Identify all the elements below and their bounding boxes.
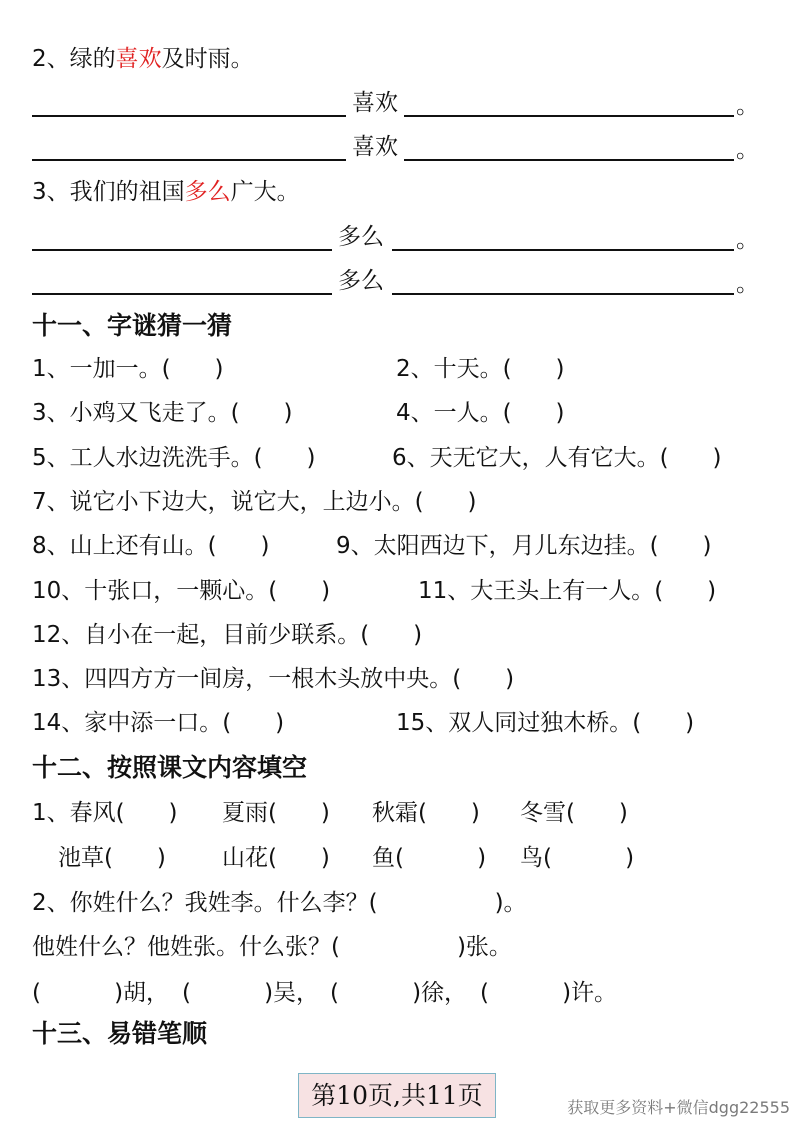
surname-item: ( )徐，: [330, 980, 468, 1006]
fill-item: 夏雨( ): [222, 800, 330, 826]
fill-item: 冬雪( ): [520, 800, 628, 826]
question-3: 3、我们的祖国多么广大。: [32, 179, 300, 205]
pattern-word: 多么: [338, 224, 384, 250]
fill-item: 鸟( ): [520, 845, 635, 871]
answer-blank[interactable]: [32, 115, 346, 117]
fill-item: 鱼( ): [372, 845, 487, 871]
pattern-word: 喜欢: [352, 90, 398, 116]
surname-question-1: 2、你姓什么？我姓李。什么李？( )。: [32, 890, 527, 916]
riddle-7: 7、说它小下边大，说它大，上边小。( ): [32, 489, 477, 515]
period: 。: [736, 271, 759, 297]
highlight-word: 喜欢: [115, 46, 162, 72]
period: 。: [736, 93, 759, 119]
fill-item: 池草( ): [58, 845, 166, 871]
riddle-10: 10、十张口，一颗心。( ): [32, 578, 331, 604]
surname-item: ( )许。: [480, 980, 618, 1006]
riddle-14: 14、家中添一口。( ): [32, 710, 285, 736]
riddle-3: 3、小鸡又飞走了。( ): [32, 400, 293, 426]
fill-item: 秋霜( ): [372, 800, 480, 826]
answer-blank[interactable]: [32, 249, 332, 251]
answer-blank[interactable]: [404, 115, 734, 117]
section-12-title: 十二、按照课文内容填空: [32, 753, 308, 782]
period: 。: [736, 137, 759, 163]
riddle-13: 13、四四方方一间房，一根木头放中央。( ): [32, 666, 515, 692]
surname-item: ( )胡，: [32, 980, 170, 1006]
answer-blank[interactable]: [32, 159, 346, 161]
riddle-9: 9、太阳西边下，月儿东边挂。( ): [336, 533, 712, 559]
riddle-5: 5、工人水边洗洗手。( ): [32, 445, 316, 471]
page-number-badge: 第10页,共11页: [298, 1073, 496, 1118]
answer-blank[interactable]: [32, 293, 332, 295]
surname-item: ( )吴，: [182, 980, 320, 1006]
riddle-12: 12、自小在一起，目前少联系。( ): [32, 622, 423, 648]
section-11-title: 十一、字谜猜一猜: [32, 311, 233, 340]
watermark-text: 获取更多资料+微信dgg22555: [567, 1098, 790, 1117]
answer-blank[interactable]: [392, 249, 734, 251]
answer-blank[interactable]: [404, 159, 734, 161]
fill-item: 1、春风( ): [32, 800, 178, 826]
riddle-8: 8、山上还有山。( ): [32, 533, 270, 559]
riddle-2: 2、十天。( ): [396, 356, 565, 382]
riddle-15: 15、双人同过独木桥。( ): [396, 710, 695, 736]
answer-blank[interactable]: [392, 293, 734, 295]
pattern-word: 多么: [338, 268, 384, 294]
pattern-word: 喜欢: [352, 134, 398, 160]
period: 。: [736, 227, 759, 253]
surname-question-2: 他姓什么？他姓张。什么张？( )张。: [32, 934, 512, 960]
highlight-word: 多么: [184, 179, 231, 205]
riddle-4: 4、一人。( ): [396, 400, 565, 426]
question-2: 2、绿的喜欢及时雨。: [32, 46, 254, 72]
section-13-title: 十三、易错笔顺: [32, 1019, 208, 1048]
riddle-1: 1、一加一。( ): [32, 356, 224, 382]
fill-item: 山花( ): [222, 845, 330, 871]
riddle-6: 6、天无它大，人有它大。( ): [392, 445, 722, 471]
riddle-11: 11、大王头上有一人。( ): [418, 578, 717, 604]
